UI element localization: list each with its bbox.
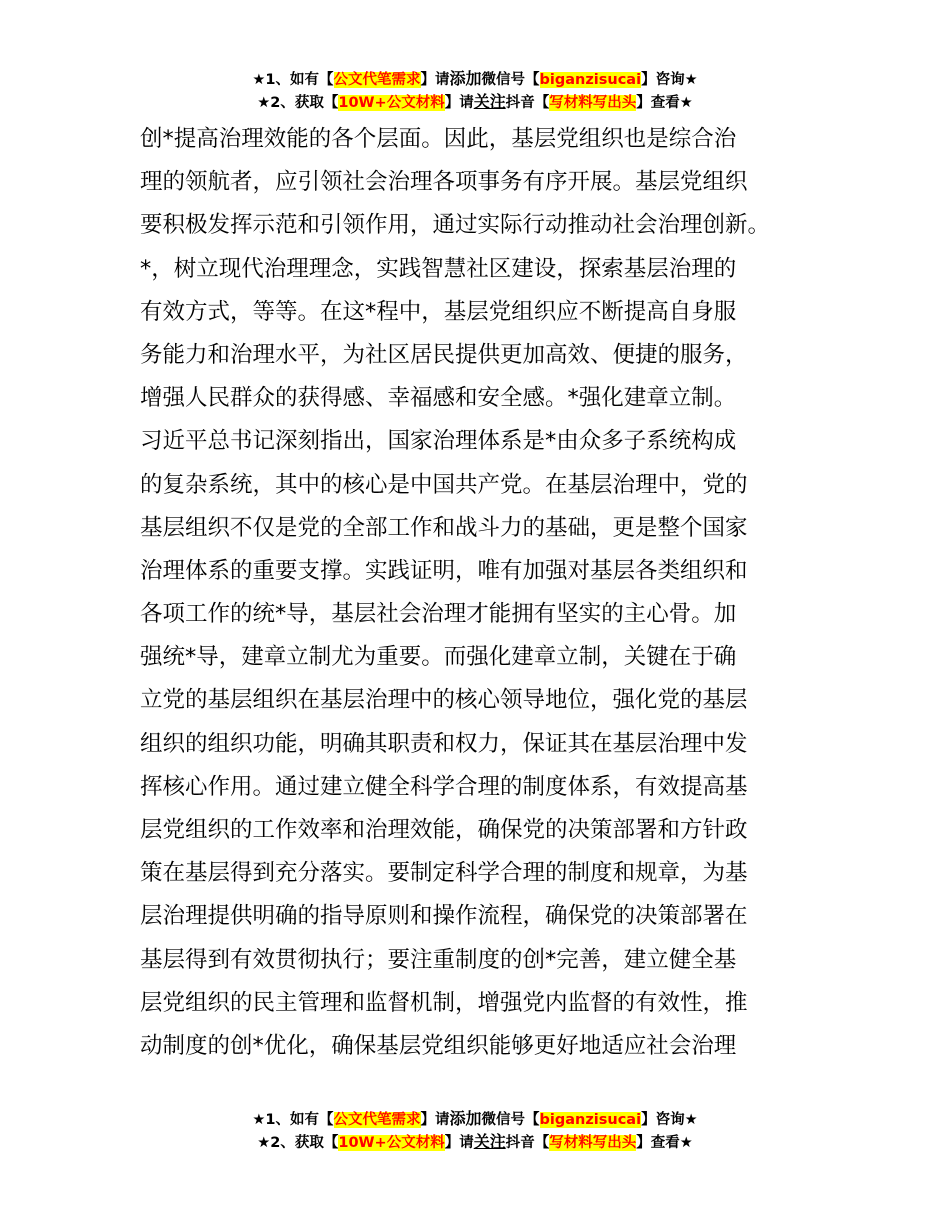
body-line: 基层组织不仅是党的全部工作和战斗力的基础，更是整个国家 [140,514,748,541]
highlight-service: 公文代笔需求 [333,1112,421,1128]
body-line: 层治理提供明确的指导原则和操作流程，确保党的决策部署在 [140,903,748,930]
body-line: 基层得到有效贯彻执行；要注重制度的创*完善，建立健全基 [140,946,737,973]
highlight-douyin-account: 写材料写出头 [549,95,637,111]
body-line: 各项工作的统*导，基层社会治理才能拥有坚实的主心骨。加 [140,601,737,628]
body-line: 挥核心作用。通过建立健全科学合理的制度体系，有效提高基 [140,773,748,800]
body-line: *，树立现代治理理念，实践智慧社区建设，探索基层治理的 [140,255,737,282]
body-line: 要积极发挥示范和引领作用，通过实际行动推动社会治理创新。 [140,212,771,239]
body-line: 习近平总书记深刻指出，国家治理体系是*由众多子系统构成 [140,428,737,455]
body-line: 治理体系的重要支撑。实践证明，唯有加强对基层各类组织和 [140,557,748,584]
highlight-douyin-account: 写材料写出头 [549,1135,637,1151]
body-line: 层党组织的民主管理和监督机制，增强党内监督的有效性，推 [140,989,748,1016]
highlight-wechat-id: biganzisucai [539,72,642,88]
body-line: 有效方式，等等。在这*程中，基层党组织应不断提高自身服 [140,298,737,325]
banner-line-2: ★2、获取【10W+公文材料】请关注抖音【写材料写出头】查看★ [257,92,693,111]
footer-banner [0,1108,950,1154]
body-line: 动制度的创*优化，确保基层党组织能够更好地适应社会治理 [140,1032,737,1059]
body-line: 创*提高治理效能的各个层面。因此，基层党组织也是综合治 [140,126,737,152]
banner-line-2: ★2、获取【10W+公文材料】请关注抖音【写材料写出头】查看★ [257,1132,693,1151]
banner-line-1: ★1、如有【公文代笔需求】请添加微信号【biganzisucai】咨询★ [252,1109,698,1128]
body-line: 增强人民群众的获得感、幸福感和安全感。*强化建章立制。 [140,385,737,412]
body-line: 强统*导，建章立制尤为重要。而强化建章立制，关键在于确 [140,644,737,671]
body-line: 理的领航者，应引领社会治理各项事务有序开展。基层党组织 [140,169,748,196]
banner-line-1: ★1、如有【公文代笔需求】请添加微信号【biganzisucai】咨询★ [252,69,698,88]
body-line: 策在基层得到充分落实。要制定科学合理的制度和规章，为基 [140,860,748,887]
highlight-materials: 10W+公文材料 [338,95,445,111]
body-line: 的复杂系统，其中的核心是中国共产党。在基层治理中，党的 [140,471,748,498]
body-paragraph [140,118,830,1068]
header-banner [0,68,950,114]
highlight-materials: 10W+公文材料 [338,1135,445,1151]
highlight-wechat-id: biganzisucai [539,1112,642,1128]
body-line: 组织的组织功能，明确其职责和权力，保证其在基层治理中发 [140,730,748,757]
body-line: 务能力和治理水平，为社区居民提供更加高效、便捷的服务， [140,341,748,368]
body-line: 立党的基层组织在基层治理中的核心领导地位，强化党的基层 [140,687,748,714]
highlight-service: 公文代笔需求 [333,72,421,88]
body-line: 层党组织的工作效率和治理效能，确保党的决策部署和方针政 [140,817,748,843]
